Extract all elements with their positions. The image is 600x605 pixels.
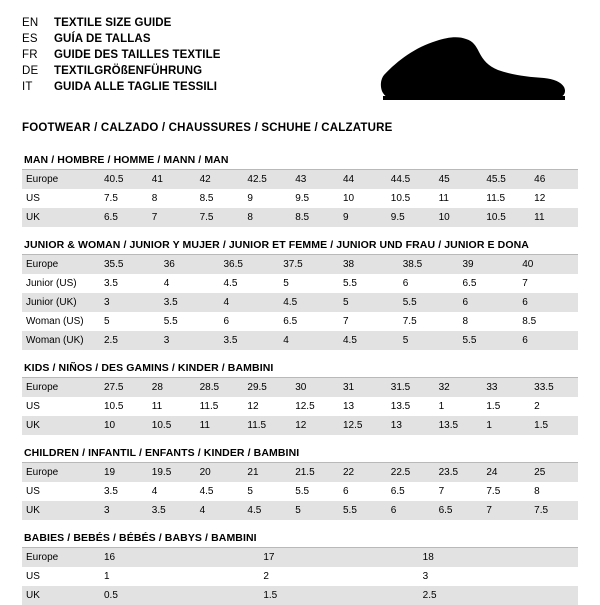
size-cell: 3 (100, 501, 148, 520)
size-cell: 5.5 (295, 486, 310, 497)
size-cell: 5.5 (399, 293, 459, 312)
size-cell: 5.5 (343, 278, 357, 289)
size-cell: 8.5 (291, 208, 339, 227)
size-section-babies (22, 530, 578, 605)
size-cell: 4 (151, 486, 158, 497)
section-title: JUNIOR & WOMAN / JUNIOR Y MUJER / JUNIOR ET FEMME / JUNIOR UND FRAU / JUNIOR E DONA (22, 237, 578, 255)
size-cell: 4.5 (243, 501, 291, 520)
size-cell: 6 (518, 293, 578, 312)
size-cell: 4.5 (223, 278, 238, 289)
size-section-junior (22, 237, 578, 350)
table-row (22, 567, 578, 586)
table-row (22, 482, 578, 501)
size-cell: 1 (482, 416, 530, 435)
language-row (22, 80, 221, 94)
size-cell: 2 (534, 401, 540, 412)
row-label: Junior (US) (26, 278, 77, 289)
size-cell: 45.5 (482, 170, 530, 189)
size-cell: 11 (151, 401, 163, 412)
size-cell: 21.5 (291, 463, 339, 482)
size-cell: 1.5 (486, 401, 501, 412)
section-title: KIDS / NIÑOS / DES GAMINS / KINDER / BAMBINI (22, 360, 578, 378)
size-cell: 6.5 (283, 316, 298, 327)
table-row (22, 397, 578, 416)
size-cell: 9 (247, 193, 253, 204)
size-cell: 2 (263, 571, 269, 582)
size-cell: 44 (339, 170, 387, 189)
table-row (22, 463, 578, 482)
size-cell: 7 (438, 486, 445, 497)
size-cell: 7.5 (104, 193, 118, 204)
row-label: Woman (UK) (22, 331, 100, 350)
size-cell: 8.5 (199, 193, 214, 204)
row-label: US (26, 571, 40, 582)
size-cell: 37.5 (279, 255, 339, 274)
size-cell: 9.5 (295, 193, 310, 204)
size-cell: 1 (438, 401, 445, 412)
size-cell: 41 (148, 170, 196, 189)
size-cell: 4 (196, 501, 244, 520)
row-label: Europe (22, 548, 100, 567)
size-cell: 29.5 (243, 378, 291, 397)
size-cell: 10 (342, 193, 355, 204)
language-row (22, 48, 221, 62)
size-cell: 13.5 (435, 416, 483, 435)
size-sections (22, 152, 578, 605)
size-cell: 10.5 (390, 193, 411, 204)
row-label: US (26, 193, 40, 204)
size-cell: 5.5 (163, 316, 178, 327)
size-cell: 28 (148, 378, 196, 397)
row-label: Woman (US) (26, 316, 84, 327)
language-code: FR (22, 49, 38, 61)
size-cell: 11 (530, 208, 578, 227)
row-label: UK (22, 501, 100, 520)
size-cell: 3.5 (148, 501, 196, 520)
size-cell: 33.5 (530, 378, 578, 397)
size-cell: 12.5 (339, 416, 387, 435)
size-cell: 10.5 (104, 401, 124, 412)
size-cell: 28.5 (196, 378, 244, 397)
table-row (22, 548, 578, 567)
size-cell: 3.5 (104, 486, 118, 497)
size-cell: 3.5 (220, 331, 280, 350)
size-cell: 43 (291, 170, 339, 189)
language-row (22, 32, 221, 46)
table-row (22, 586, 578, 605)
row-label: UK (22, 208, 100, 227)
table-row (22, 416, 578, 435)
size-cell: 11.5 (199, 401, 219, 412)
size-cell: 10 (435, 208, 483, 227)
language-code: DE (22, 65, 39, 77)
language-title: TEXTILGRÖßENFÜHRUNG (54, 65, 203, 77)
size-cell: 11.5 (243, 416, 291, 435)
size-cell: 3.5 (160, 293, 220, 312)
row-label: Junior (UK) (22, 293, 100, 312)
size-cell: 12.5 (295, 401, 315, 412)
section-title: MAN / HOMBRE / HOMME / MANN / MAN (22, 152, 578, 170)
size-cell: 8 (243, 208, 291, 227)
size-cell: 10 (100, 416, 148, 435)
size-cell: 36 (160, 255, 220, 274)
size-cell: 7 (148, 208, 196, 227)
size-cell: 9.5 (387, 208, 435, 227)
size-cell: 20 (196, 463, 244, 482)
table-row (22, 255, 578, 274)
size-cell: 1 (104, 571, 110, 582)
size-section-children (22, 445, 578, 520)
size-cell: 42 (196, 170, 244, 189)
size-cell: 6 (518, 331, 578, 350)
size-cell: 8 (534, 486, 540, 497)
size-cell: 7 (482, 501, 530, 520)
page-header (22, 16, 578, 108)
size-cell: 4.5 (339, 331, 399, 350)
table-row (22, 189, 578, 208)
size-cell: 10.5 (148, 416, 196, 435)
language-code: ES (22, 33, 38, 45)
size-cell: 8 (462, 316, 469, 327)
size-cell: 19 (100, 463, 148, 482)
size-cell: 12 (291, 416, 339, 435)
table-row (22, 170, 578, 189)
size-cell: 6 (402, 278, 409, 289)
size-cell: 5 (283, 278, 289, 289)
size-cell: 17 (259, 548, 418, 567)
size-cell: 6 (342, 486, 349, 497)
row-label: UK (22, 586, 100, 605)
language-row (22, 64, 221, 78)
size-cell: 11 (438, 193, 449, 204)
size-cell: 40.5 (100, 170, 148, 189)
dress-shoe-icon (378, 30, 568, 108)
size-cell: 19.5 (148, 463, 196, 482)
row-label: Europe (22, 463, 100, 482)
size-cell: 40 (518, 255, 578, 274)
size-cell: 36.5 (220, 255, 280, 274)
row-label: US (26, 401, 40, 412)
size-cell: 11.5 (486, 193, 506, 204)
size-section-man (22, 152, 578, 227)
size-cell: 10.5 (482, 208, 530, 227)
size-cell: 3 (422, 571, 429, 582)
size-cell: 1.5 (259, 586, 418, 605)
size-cell: 2.5 (100, 331, 160, 350)
size-cell: 5 (104, 316, 110, 327)
table-row (22, 274, 578, 293)
size-cell: 22 (339, 463, 387, 482)
size-cell: 6 (387, 501, 435, 520)
size-cell: 8 (151, 193, 158, 204)
size-table (22, 170, 578, 227)
size-cell: 13 (387, 416, 435, 435)
size-section-kids (22, 360, 578, 435)
size-cell: 4 (220, 293, 280, 312)
size-cell: 25 (530, 463, 578, 482)
size-cell: 6.5 (462, 278, 477, 289)
size-cell: 6.5 (390, 486, 405, 497)
size-cell: 16 (100, 548, 259, 567)
size-cell: 4 (279, 331, 339, 350)
language-row (22, 16, 221, 30)
size-table (22, 463, 578, 520)
size-cell: 3 (100, 293, 160, 312)
size-cell: 4.5 (199, 486, 214, 497)
size-cell: 4.5 (279, 293, 339, 312)
category-title: FOOTWEAR / CALZADO / CHAUSSURES / SCHUHE / CALZATURE (22, 122, 393, 134)
table-row (22, 293, 578, 312)
size-cell: 5 (247, 486, 253, 497)
size-cell: 31 (339, 378, 387, 397)
language-title: GUÍA DE TALLAS (54, 33, 151, 45)
row-label: Europe (22, 255, 100, 274)
size-cell: 6 (459, 293, 519, 312)
row-label: US (26, 486, 40, 497)
size-cell: 38 (339, 255, 399, 274)
size-cell: 46 (530, 170, 578, 189)
language-title: GUIDE DES TAILLES TEXTILE (54, 49, 221, 61)
table-row (22, 331, 578, 350)
table-row (22, 501, 578, 520)
size-cell: 5 (399, 331, 459, 350)
size-cell: 23.5 (435, 463, 483, 482)
size-cell: 5 (339, 293, 399, 312)
size-table (22, 255, 578, 350)
size-cell: 7.5 (196, 208, 244, 227)
language-code: IT (22, 81, 33, 93)
size-cell: 21 (243, 463, 291, 482)
size-cell: 32 (435, 378, 483, 397)
size-cell: 12 (534, 193, 546, 204)
size-cell: 3.5 (104, 278, 118, 289)
size-cell: 5.5 (339, 501, 387, 520)
language-title: TEXTILE SIZE GUIDE (54, 17, 172, 29)
size-cell: 11 (196, 416, 244, 435)
size-cell: 27.5 (100, 378, 148, 397)
size-cell: 8.5 (522, 316, 537, 327)
language-code: EN (22, 17, 39, 29)
size-cell: 35.5 (100, 255, 160, 274)
size-cell: 7.5 (486, 486, 501, 497)
table-row (22, 378, 578, 397)
size-table (22, 378, 578, 435)
size-cell: 31.5 (387, 378, 435, 397)
size-cell: 39 (459, 255, 519, 274)
section-title: CHILDREN / INFANTIL / ENFANTS / KINDER / BAMBINI (22, 445, 578, 463)
table-row (22, 208, 578, 227)
size-cell: 7.5 (402, 316, 417, 327)
size-cell: 6.5 (100, 208, 148, 227)
size-cell: 6 (223, 316, 230, 327)
size-cell: 13 (342, 401, 355, 412)
size-cell: 30 (291, 378, 339, 397)
size-cell: 33 (482, 378, 530, 397)
size-cell: 24 (482, 463, 530, 482)
table-row (22, 312, 578, 331)
size-cell: 9 (339, 208, 387, 227)
size-cell: 42.5 (243, 170, 291, 189)
size-cell: 7.5 (530, 501, 578, 520)
size-cell: 5.5 (459, 331, 519, 350)
size-cell: 12 (247, 401, 259, 412)
size-cell: 2.5 (419, 586, 578, 605)
size-cell: 22.5 (387, 463, 435, 482)
size-cell: 1.5 (530, 416, 578, 435)
language-title: GUIDA ALLE TAGLIE TESSILI (54, 81, 218, 93)
language-title-list (22, 16, 221, 94)
size-cell: 45 (435, 170, 483, 189)
size-cell: 18 (419, 548, 578, 567)
size-cell: 3 (160, 331, 220, 350)
size-cell: 38.5 (399, 255, 459, 274)
size-cell: 44.5 (387, 170, 435, 189)
size-cell: 4 (163, 278, 170, 289)
size-cell: 0.5 (100, 586, 259, 605)
size-table (22, 548, 578, 605)
size-cell: 6.5 (435, 501, 483, 520)
size-cell: 13.5 (390, 401, 411, 412)
row-label: Europe (22, 378, 100, 397)
size-cell: 7 (343, 316, 349, 327)
size-cell: 7 (522, 278, 528, 289)
row-label: Europe (22, 170, 100, 189)
row-label: UK (22, 416, 100, 435)
section-title: BABIES / BEBÉS / BÉBÉS / BABYS / BAMBINI (22, 530, 578, 548)
size-cell: 5 (291, 501, 339, 520)
